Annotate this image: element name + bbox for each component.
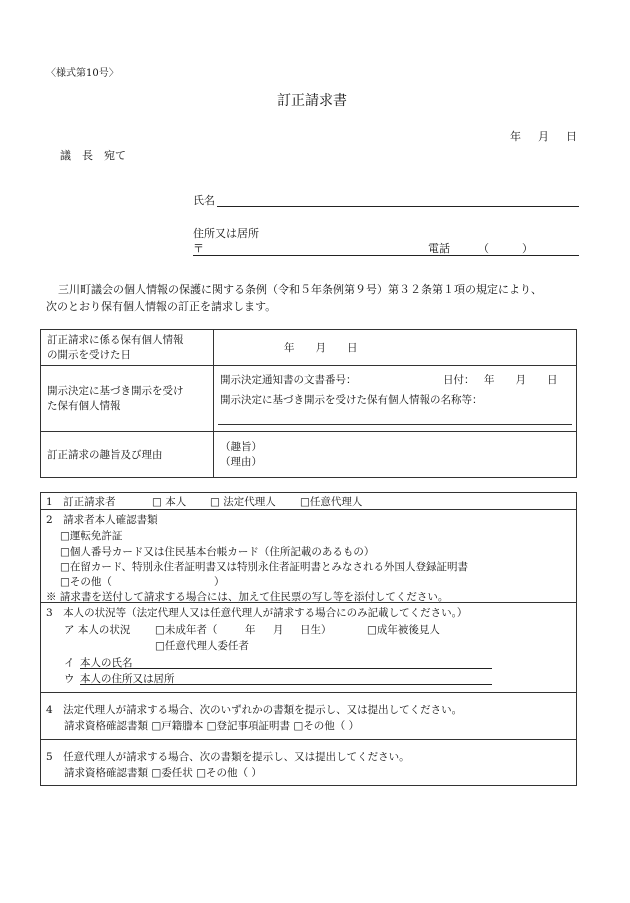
disclosure-date-label-line1: 訂正請求に係る保有個人情報	[47, 333, 184, 346]
subject-status-label: ア 本人の状況	[64, 624, 131, 636]
section4-heading: 4 法定代理人が請求する場合、次のいずれかの書類を提示し、又は提出してください。	[46, 704, 463, 716]
disclosure-date-cell[interactable]	[214, 330, 577, 366]
name-field[interactable]	[217, 206, 579, 207]
drivers-license-checkbox[interactable]: □運転免許証	[60, 530, 123, 542]
addressee: 議 長 宛て	[60, 149, 126, 162]
legal-agent-docs[interactable]: 請求資格確認書類 □戸籍謄本 □登記事項証明書 □その他（ ）	[64, 720, 360, 732]
subject-address-prefix: ウ	[64, 673, 75, 685]
mail-note: ※ 請求書を送付して請求する場合には、加えて住民票の写し等を添付してください。	[46, 591, 449, 603]
info-name-field[interactable]	[218, 424, 572, 425]
other-id-close-paren: ）	[214, 576, 225, 588]
section5-heading: 5 任意代理人が請求する場合、次の書類を提示し、又は提出してください。	[46, 751, 410, 763]
disclosure-date-label	[41, 330, 214, 366]
phone-label: 電話	[428, 242, 450, 255]
phone-close-paren: ）	[522, 242, 533, 255]
id-card-checkbox[interactable]: □個人番号カード又は住民基本台帳カード（住所記載のあるもの）	[60, 546, 375, 558]
requester-voluntary-agent-checkbox[interactable]: □任意代理人	[300, 496, 363, 508]
address-label: 住所又は居所	[193, 227, 259, 240]
reason-cell[interactable]	[214, 432, 577, 478]
address-field[interactable]	[193, 255, 579, 256]
reason-label: 訂正請求の趣旨及び理由	[41, 432, 214, 478]
disclosed-info-label	[41, 366, 214, 432]
other-id-checkbox[interactable]: □その他（	[60, 576, 112, 588]
residence-card-checkbox[interactable]: □在留カード、特別永住者証明書又は特別永住者証明書とみなされる外国人登録証明書	[60, 561, 468, 573]
minor-birth-month: 月	[273, 624, 284, 636]
divider-3	[40, 692, 577, 693]
intro-line-2: 次のとおり保有個人情報の訂正を請求します。	[46, 300, 277, 313]
voluntary-principal-checkbox[interactable]: □任意代理人委任者	[155, 640, 249, 652]
requester-self-checkbox[interactable]: □ 本人	[152, 496, 187, 508]
divider-4	[40, 739, 577, 740]
subject-address-field[interactable]	[80, 684, 492, 685]
voluntary-agent-docs[interactable]: 請求資格確認書類 □委任状 □その他（ ）	[64, 767, 262, 779]
info-name-label: 開示決定に基づき開示を受けた保有個人情報の名称等：	[220, 394, 483, 406]
form-number: 〈様式第10号〉	[46, 68, 119, 79]
doc-date-label: 日付：	[443, 374, 475, 386]
disclosure-date-value: 年 月 日	[284, 342, 358, 354]
name-label: 氏名	[193, 194, 215, 207]
subject-name-prefix: イ	[64, 657, 75, 669]
adult-ward-checkbox[interactable]: □成年被後見人	[367, 624, 440, 636]
page-title: 訂正請求書	[277, 93, 347, 109]
section2-heading: 2 請求者本人確認書類	[46, 514, 158, 526]
request-detail-table	[40, 329, 577, 478]
minor-checkbox[interactable]: □未成年者（	[155, 624, 218, 636]
phone-open-paren: （	[478, 242, 489, 255]
date-day: 日	[566, 130, 577, 143]
minor-birth-year: 年	[245, 624, 256, 636]
disclosed-info-label-line2: た保有個人情報	[47, 399, 121, 412]
disclosed-info-cell[interactable]	[214, 366, 577, 432]
doc-number-label: 開示決定通知書の文書番号：	[220, 374, 357, 386]
reason-sub-label: （理由）	[220, 455, 262, 468]
doc-date-value: 年 月 日	[484, 374, 558, 386]
date-year: 年	[510, 130, 521, 143]
divider-1	[40, 509, 577, 510]
subject-name-label: 本人の氏名	[80, 657, 133, 669]
disclosure-date-label-line2: の開示を受けた日	[47, 348, 131, 361]
intro-line-1: 三川町議会の個人情報の保護に関する条例（令和５年条例第９号）第３２条第１項の規定により、	[58, 283, 542, 296]
subject-name-field[interactable]	[80, 668, 492, 669]
section3-heading: 3 本人の状況等（法定代理人又は任意代理人が請求する場合にのみ記載してください。）	[46, 607, 468, 619]
purpose-label: （趣旨）	[220, 440, 262, 453]
subject-address-label: 本人の住所又は居所	[80, 673, 175, 685]
minor-birth-day: 日生）	[300, 624, 332, 636]
postal-mark: 〒	[193, 242, 204, 255]
requester-legal-agent-checkbox[interactable]: □ 法定代理人	[210, 496, 276, 508]
section1-heading: 1 訂正請求者	[46, 496, 116, 508]
disclosed-info-label-line1: 開示決定に基づき開示を受け	[47, 384, 184, 397]
date-month: 月	[538, 130, 549, 143]
